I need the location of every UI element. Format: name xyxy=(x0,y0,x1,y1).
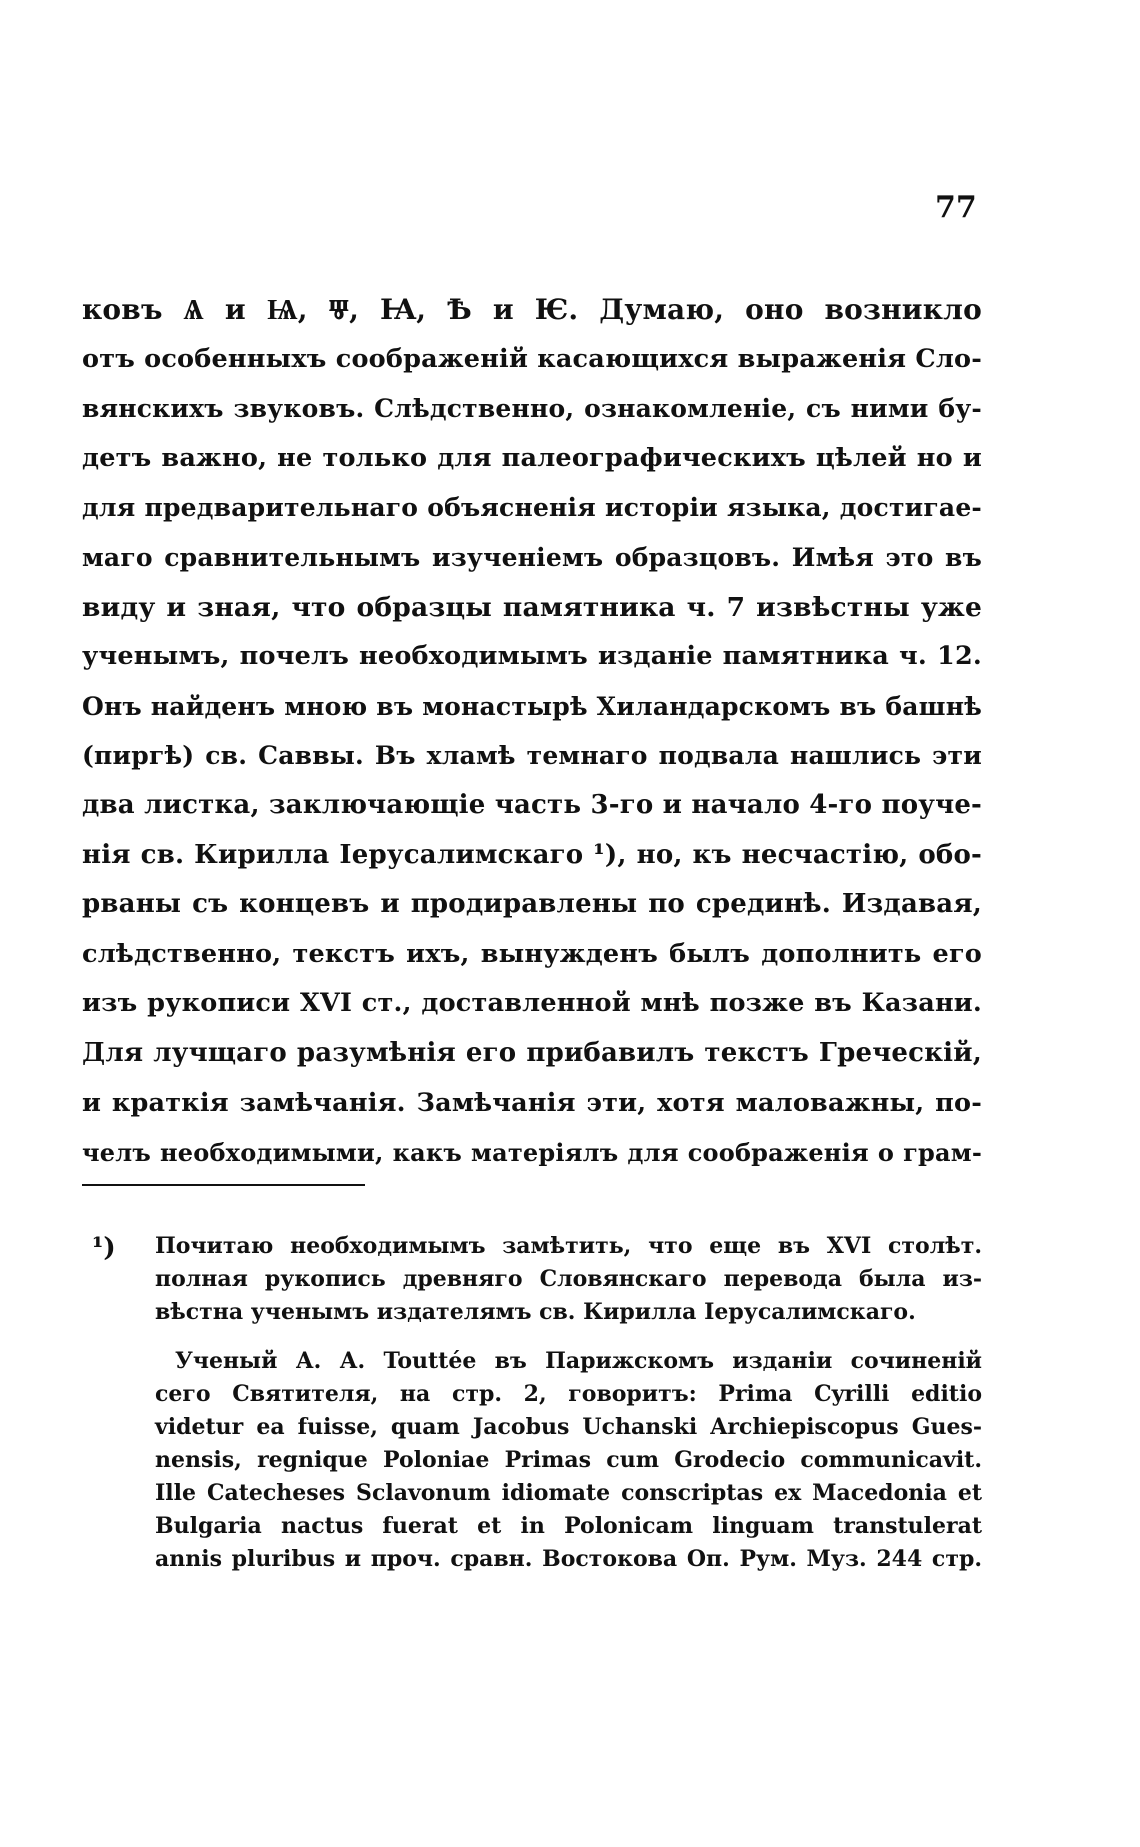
body-text xyxy=(82,285,982,1178)
body-line: слѣдственно, текстъ ихъ, вынужденъ былъ дополнить его xyxy=(82,938,982,969)
footnote-line: сего Святителя, на стр. 2, говоритъ: Prima Cyrilli editio xyxy=(155,1381,982,1407)
body-line: и краткія замѣчанія. Замѣчанія эти, хотя маловажны, по- xyxy=(82,1087,982,1118)
body-line: для предварительнаго объясненія исторіи языка, достигае- xyxy=(82,493,982,523)
body-line: маго сравнительнымъ изученіемъ образцовъ. Имѣя это въ xyxy=(82,542,982,572)
body-line: вянскихъ звуковъ. Слѣдственно, ознакомленіе, съ ними бу- xyxy=(82,394,982,424)
footnote-line: nensis, regnique Poloniae Primas cum Grodecio communicavit. xyxy=(155,1447,982,1473)
page-number: 77 xyxy=(935,190,977,225)
body-line: ковъ Ѧ и Ѩ, Ⱋ, Ꙗ, Ѣ и Ѥ. Думаю, оно возникло xyxy=(82,293,982,326)
footnote-line: Ученый А. А. Touttée въ Парижскомъ изданіи сочиненій xyxy=(175,1348,982,1374)
body-line: детъ важно, не только для палеографическихъ цѣлей но и xyxy=(82,442,982,473)
footnote-line: полная рукопись древняго Словянскаго перевода была из- xyxy=(155,1266,982,1292)
body-line: виду и зная, что образцы памятника ч. 7 извѣстны уже xyxy=(82,591,982,623)
footnote-2 xyxy=(155,1345,982,1576)
footnote-1 xyxy=(155,1230,982,1329)
footnote-line: Почитаю необходимымъ замѣтить, что еще въ XVI столѣт. xyxy=(155,1233,982,1259)
body-line: изъ рукописи XVI ст., доставленной мнѣ позже въ Казани. xyxy=(82,988,982,1019)
footnote-marker: ¹) xyxy=(92,1233,116,1263)
footnote-line: Bulgaria nactus fuerat et in Polonicam linguam transtulerat xyxy=(155,1513,982,1539)
footnote-line: Ille Catecheses Sclavonum idiomate conscriptas ex Macedonia et xyxy=(155,1480,982,1506)
body-line: рваны съ концевъ и продиравлены по срединѣ. Издавая, xyxy=(82,889,982,920)
body-line: ученымъ, почелъ необходимымъ изданіе памятника ч. 12. xyxy=(82,641,982,672)
body-line: отъ особенныхъ соображеній касающихся выраженія Сло- xyxy=(82,343,982,374)
footnote-line: annis pluribus и проч. сравн. Востокова Оп. Рум. Муз. 244 стр. xyxy=(155,1546,982,1572)
body-line: челъ необходимыми, какъ матеріялъ для соображенія о грам- xyxy=(82,1138,982,1168)
body-line: два листка, заключающіе часть 3-го и начало 4-го поуче- xyxy=(82,789,983,820)
footnote-line: вѣстна ученымъ издателямъ св. Кирилла Іерусалимскаго. xyxy=(155,1299,916,1325)
body-line: нія св. Кирилла Іерусалимскаго ¹), но, къ несчастію, обо- xyxy=(82,839,982,870)
body-line: Для лучщаго разумѣнія его прибавилъ текстъ Греческій, xyxy=(82,1037,982,1068)
body-line: (пиргѣ) св. Саввы. Въ хламѣ темнаго подвала нашлись эти xyxy=(82,741,982,771)
footnote-line: videtur ea fuisse, quam Jacobus Uchanski Archiepiscopus Gues- xyxy=(155,1414,982,1440)
footnote-rule xyxy=(82,1184,365,1186)
body-line: Онъ найденъ мною въ монастырѣ Хиландарскомъ въ башнѣ xyxy=(82,691,982,721)
